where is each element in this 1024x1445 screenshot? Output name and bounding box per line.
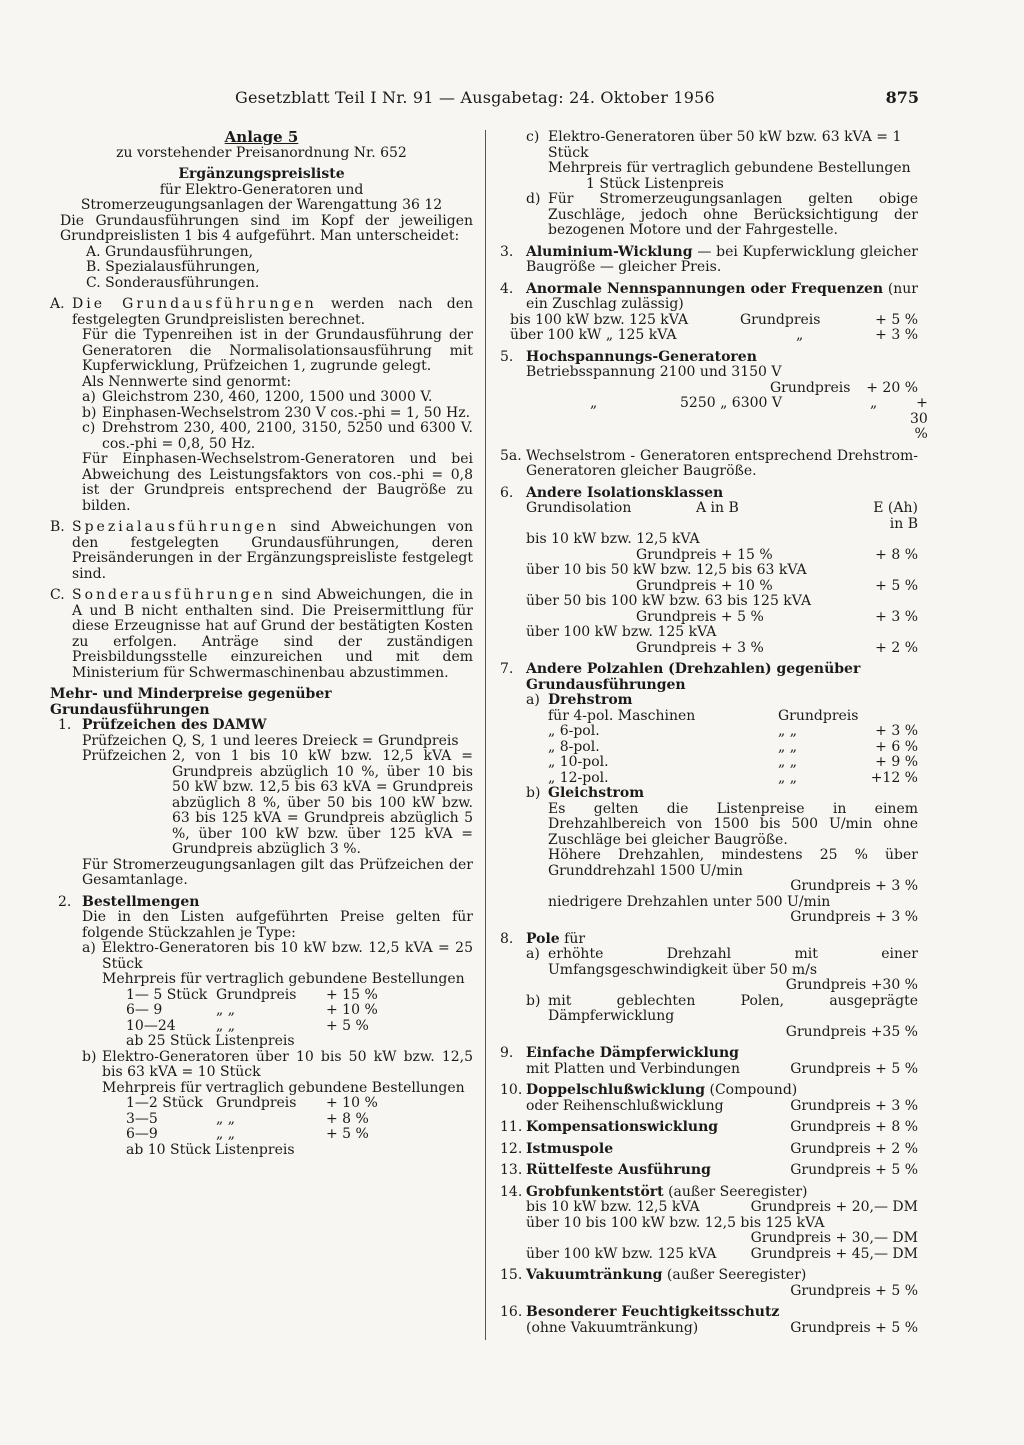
table-row: über 100 kW „ 125 kVA „ + 3 % <box>510 327 918 343</box>
list-heading: Ergänzungspreisliste <box>178 166 345 182</box>
bestellmenge-a-table <box>50 988 473 1035</box>
intro-paragraph: Die Grundausführungen sind im Kopf der jeweiligen Grundpreislisten 1 bis 4 aufgeführt. Man unterscheidet: <box>60 212 473 244</box>
bestellmenge-c: c) Elektro-Generatoren über 50 kW bzw. 63 kVA = 1 Stück <box>526 129 902 161</box>
section-10: 10. Doppelschlußwicklung (Compound) <box>500 1082 798 1098</box>
section-9-line: mit Platten und Verbindungen Grundpreis + 5 % <box>526 1060 918 1077</box>
section-3: 3. Aluminium-Wicklung — bei Kupferwicklung gleicher Baugröße — gleicher Preis. <box>500 243 918 275</box>
section-a-paragraph: Für Einphasen-Wechselstrom-Generatoren und bei Abweichung des Leistungsfaktors von cos.-phi = 0,8 ist der Grundpreis entsprechend der Baugröße zu bilden. <box>82 451 473 514</box>
pruefzeichen-note: Für Stromerzeugungsanlagen gilt das Prüfzeichen der Gesamtanlage. <box>82 856 473 888</box>
table-row: „ 8-pol. „ „ + 6 % <box>548 738 918 755</box>
section-2-intro: Die in den Listen aufgeführten Preise gelten für folgende Stückzahlen je Type: <box>82 909 473 941</box>
section-5-line: Betriebsspannung 2100 und 3150 V <box>526 364 782 380</box>
table-row: 6—9 „ „ + 5 % <box>126 1126 369 1142</box>
bestellmenge-a: a) Elektro-Generatoren bis 10 kW bzw. 12,5 kVA = 25 Stück <box>82 940 473 972</box>
section-14: 14. Grobfunkentstört (außer Seeregister) <box>500 1183 808 1200</box>
section-5: 5. Hochspannungs-Generatoren <box>500 348 757 365</box>
section-a: A. Die Grundausführungen werden nach den festgelegten Grundpreislisten berechnet. <box>50 296 473 328</box>
table-row: über 50 bis 100 kW bzw. 63 bis 125 kVA <box>526 593 812 609</box>
bestellmenge-b-mehrpreis: Mehrpreis für vertraglich gebundene Bestellungen <box>102 1079 465 1096</box>
column-divider <box>485 130 486 1340</box>
section-5-line: Grundpreis + 20 % <box>770 379 918 396</box>
bestellmenge-b-table <box>50 1096 473 1143</box>
bestellmenge-a-mehrpreis: Mehrpreis für vertraglich gebundene Bestellungen <box>102 971 465 987</box>
section-8b-value: Grundpreis +35 % <box>785 1023 918 1040</box>
table-row: 3—5 „ „ + 8 % <box>126 1110 369 1127</box>
section-c: C. Sonderausführungen sind Abweichungen, die in A und B nicht enthalten sind. Die Preisermittlung für diese Erzeugnisse hat auf Grund der bestätigten Kosten zu erfolgen. Anträge sind der zuständigen Preisbildungsstelle einzureichen und mit dem Ministerium für Schwermaschinenbau abzustimmen. <box>50 587 473 681</box>
right-column <box>500 129 928 1336</box>
section-7a-title: a) Drehstrom <box>526 692 633 708</box>
section-4-table <box>500 313 918 344</box>
table-row: bis 10 kW bzw. 12,5 kVA <box>526 531 700 547</box>
table-row: bis 100 kW bzw. 125 kVA Grundpreis + 5 % <box>510 311 918 328</box>
pruefzeichen-1: Prüfzeichen Q, S, 1 und leeres Dreieck = Grundpreis <box>82 732 459 749</box>
section-16: 16. Besonderer Feuchtigkeitsschutz <box>500 1304 780 1320</box>
section-4: 4. Anormale Nennspannungen oder Frequenzen (nur ein Zuschlag zulässig) <box>500 280 918 312</box>
bestellmenge-c-end: 1 Stück Listenpreis <box>586 175 724 192</box>
bestellmenge-d: d) Für Stromerzeugungsanlagen gelten obige Zuschläge, jedoch ohne Berücksichtigung der bezogenen Motore und der Fahrgestelle. <box>526 191 918 238</box>
table-row: Grundpreis + 10 % + 5 % <box>636 577 918 594</box>
table-row: 1—2 Stück Grundpreis + 10 % <box>126 1095 378 1111</box>
section-7: 7. Andere Polzahlen (Drehzahlen) gegenüber Grundausführungen <box>500 661 861 693</box>
section-7b-paragraph: Es gelten die Listenpreise in einem Drehzahlbereich von 1500 bis 500 U/min ohne Zuschläge bei gleicher Baugröße. <box>548 800 918 848</box>
pruefzeichen-2: Prüfzeichen 2, von 1 bis 10 kW bzw. 12,5 kVA = Grundpreis abzüglich 10 %, über 10 bis 50 kW bzw. 12,5 bis 63 kVA = Grundpreis abzüglich 8 %, über 50 bis 100 kW bzw. 63 bis 125 kVA = Grundpreis abzüglich 5 %, über 100 kW bzw. über 125 kVA = Grundpreis abzüglich 3 %. <box>82 748 473 857</box>
bestellmenge-b-end: ab 10 Stück Listenpreis <box>126 1141 295 1158</box>
page-number: 875 <box>885 88 919 107</box>
section-14-line: über 100 kW bzw. 125 kVA Grundpreis + 45,— DM <box>526 1245 918 1262</box>
isolation-header: Grundisolation A in B E (Ah) in B <box>526 500 918 532</box>
header-title: Gesetzblatt Teil I Nr. 91 — Ausgabetag: 24. Oktober 1956 <box>235 88 715 107</box>
mehrpreise-heading: Mehr- und Minderpreise gegenüber Grundausführungen <box>50 686 332 718</box>
table-row: über 100 kW bzw. 125 kVA <box>526 624 717 640</box>
table-row: für 4-pol. Maschinen Grundpreis <box>548 707 859 724</box>
section-6: 6. Andere Isolationsklassen <box>500 484 724 501</box>
table-row: Grundpreis + 5 % + 3 % <box>636 608 918 625</box>
bestellmenge-c-mehrpreis: Mehrpreis für vertraglich gebundene Bestellungen <box>548 160 911 176</box>
list-subheading: für Elektro-Generatoren und Stromerzeugungsanlagen der Warengattung 36 12 <box>80 181 443 213</box>
list-item: A. Grundausführungen, <box>86 243 254 260</box>
table-row: 10—24 „ „ + 5 % <box>126 1017 369 1034</box>
table-row: Grundpreis + 3 % + 2 % <box>636 639 918 656</box>
section-b: B. Spezialausführungen sind Abweichungen von den festgelegten Grundausführungen, deren Preisänderungen in der Ergänzungspreisliste festgelegt sind. <box>50 519 473 582</box>
list-item: c) Drehstrom 230, 400, 2100, 3150, 5250 und 6300 V. cos.-phi = 0,8, 50 Hz. <box>82 420 473 452</box>
section-7b-paragraph: niedrigere Drehzahlen unter 500 U/min <box>548 893 831 910</box>
section-2-title: 2. Bestellmengen <box>58 893 200 910</box>
table-row: „ 12-pol. „ „ +12 % <box>548 769 918 786</box>
section-12: 12. Istmuspole Grundpreis + 2 % <box>500 1140 918 1157</box>
list-item: a) Gleichstrom 230, 460, 1200, 1500 und 3000 V. <box>82 389 433 405</box>
section-a-paragraph: Für die Typenreihen ist in der Grundausführung der Generatoren die Normalisolationsausführung mit Kupferwicklung, Prüfzeichen 1, zugrunde gelegt. <box>82 327 473 374</box>
bestellmenge-a-end: ab 25 Stück Listenpreis <box>126 1033 295 1049</box>
section-5a: 5a. Wechselstrom - Generatoren entsprechend Drehstrom-Generatoren gleicher Baugröße. <box>500 447 918 479</box>
section-8a-value: Grundpreis +30 % <box>785 977 918 993</box>
section-8b: b) mit geblechten Polen, ausgeprägte Dämpferwicklung <box>526 992 918 1024</box>
table-row: „ 10-pol. „ „ + 9 % <box>548 754 918 770</box>
section-15-value: Grundpreis + 5 % <box>790 1282 918 1299</box>
section-8: 8. Pole für <box>500 930 586 947</box>
list-item: C. Sonderausführungen. <box>86 274 260 291</box>
anlage-title: Anlage 5 <box>224 128 299 146</box>
left-column <box>50 130 473 1158</box>
section-8a: a) erhöhte Drehzahl mit einer Umfangsgeschwindigkeit über 50 m/s <box>526 946 918 978</box>
section-7b-title: b) Gleichstrom <box>526 785 645 801</box>
polzahlen-table <box>500 709 918 787</box>
section-a-paragraph: Als Nennwerte sind genormt: <box>82 373 292 390</box>
section-13: 13. Rüttelfeste Ausführung Grundpreis + 5 % <box>500 1162 918 1178</box>
section-7b-value: Grundpreis + 3 % <box>790 909 918 925</box>
table-row: 1— 5 Stück Grundpreis + 15 % <box>126 986 378 1003</box>
section-9: 9. Einfache Dämpferwicklung <box>500 1045 739 1061</box>
isolation-table <box>500 532 918 656</box>
section-14-line: über 10 bis 100 kW bzw. 12,5 bis 125 kVA <box>526 1214 825 1231</box>
table-row: „ 6-pol. „ „ + 3 % <box>548 723 918 739</box>
section-7b-value: Grundpreis + 3 % <box>790 878 918 894</box>
section-15: 15. Vakuumtränkung (außer Seeregister) <box>500 1267 807 1283</box>
list-item: b) Einphasen-Wechselstrom 230 V cos.-phi = 1, 50 Hz. <box>82 404 471 421</box>
table-row: 6— 9 „ „ + 10 % <box>126 1002 378 1018</box>
section-14-line: Grundpreis + 30,— DM <box>750 1230 918 1246</box>
section-1-title: 1. Prüfzeichen des DAMW <box>58 717 267 733</box>
section-10-line: oder Reihenschlußwicklung Grundpreis + 3 % <box>526 1097 918 1114</box>
section-14-line: bis 10 kW bzw. 12,5 kVA Grundpreis + 20,— DM <box>526 1199 918 1215</box>
section-7b-paragraph: Höhere Drehzahlen, mindestens 25 % über Grunddrehzahl 1500 U/min <box>548 847 918 879</box>
anlage-subtitle: zu vorstehender Preisanordnung Nr. 652 <box>116 144 407 161</box>
table-row: über 10 bis 50 kW bzw. 12,5 bis 63 kVA <box>526 562 807 578</box>
list-item: B. Spezialausführungen, <box>86 259 260 275</box>
section-11: 11. Kompensationswicklung Grundpreis + 8 % <box>500 1119 918 1135</box>
section-5-line: „ 5250 „ 6300 V „ + 30 % <box>590 395 928 442</box>
bestellmenge-b: b) Elektro-Generatoren über 10 bis 50 kW bzw. 12,5 bis 63 kVA = 10 Stück <box>82 1048 473 1080</box>
table-row: Grundpreis + 15 % + 8 % <box>636 546 918 563</box>
section-16-line: (ohne Vakuumtränkung) Grundpreis + 5 % <box>526 1319 918 1336</box>
